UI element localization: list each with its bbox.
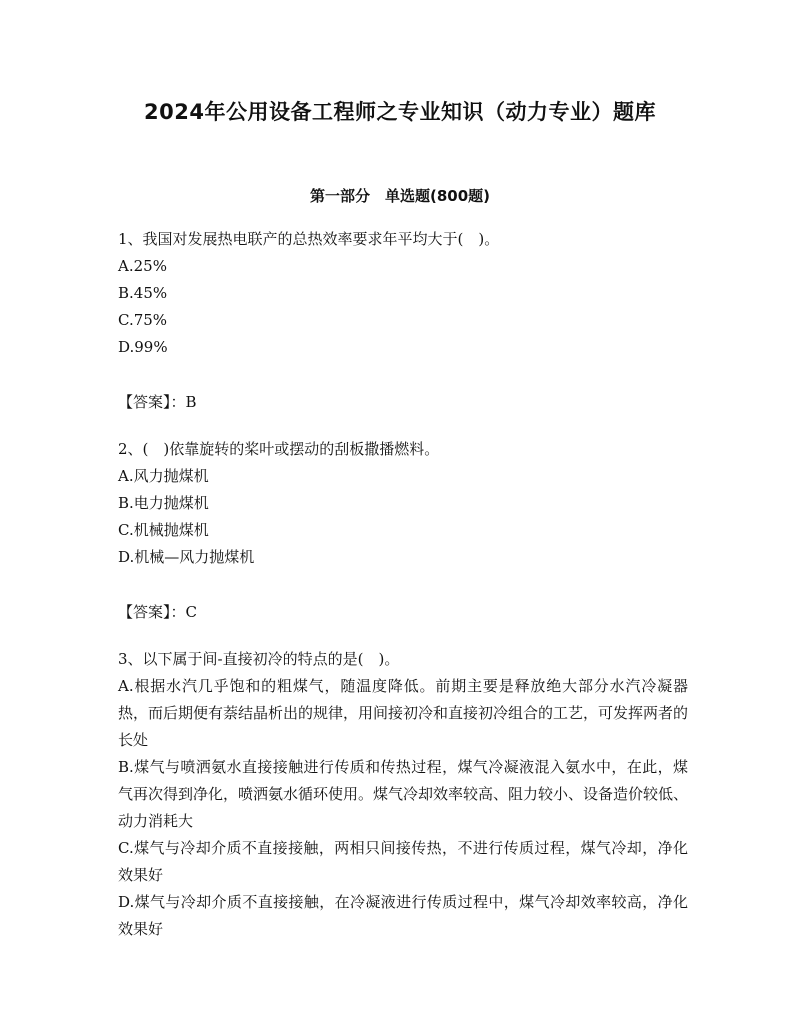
question-1 (118, 226, 688, 416)
option-a: A.25% (118, 257, 167, 275)
option-c: C.机械抛煤机 (118, 521, 209, 539)
document-title: 2024年公用设备工程师之专业知识（动力专业）题库 (144, 100, 656, 124)
answer-label: 【答案】：C (118, 603, 197, 621)
option-d: D.煤气与冷却介质不直接接触，在冷凝液进行传质过程中，煤气冷却效率较高，净化效果好 (118, 893, 688, 938)
question-stem: 3、以下属于间-直接初冷的特点的是( )。 (118, 650, 400, 668)
option-a: A.风力抛煤机 (118, 467, 209, 485)
option-a: A.根据水汽几乎饱和的粗煤气，随温度降低。前期主要是释放绝大部分水汽冷凝器热，而后期便有萘结晶析出的规律，用间接初冷和直接初冷组合的工艺，可发挥两者的长处 (118, 677, 689, 749)
section-title: 第一部分 单选题(800题) (309, 187, 491, 205)
option-b: B.45% (118, 284, 168, 302)
question-3 (118, 646, 688, 943)
question-list (118, 226, 688, 943)
question-2 (118, 436, 688, 626)
option-d: D.机械—风力抛煤机 (118, 548, 255, 566)
option-d: D.99% (118, 338, 168, 356)
option-b: B.煤气与喷洒氨水直接接触进行传质和传热过程，煤气冷凝液混入氨水中，在此，煤气再次得到净化，喷洒氨水循环使用。煤气冷却效率较高、阻力较小、设备造价较低、动力消耗大 (118, 758, 689, 830)
option-c: C.煤气与冷却介质不直接接触，两相只间接传热，不进行传质过程，煤气冷却，净化效果好 (118, 839, 688, 884)
question-stem: 1、我国对发展热电联产的总热效率要求年平均大于( )。 (118, 230, 500, 248)
option-c: C.75% (118, 311, 168, 329)
answer-label: 【答案】：B (118, 393, 197, 411)
question-stem: 2、( )依靠旋转的桨叶或摆动的刮板撒播燃料。 (118, 440, 440, 458)
option-b: B.电力抛煤机 (118, 494, 209, 512)
